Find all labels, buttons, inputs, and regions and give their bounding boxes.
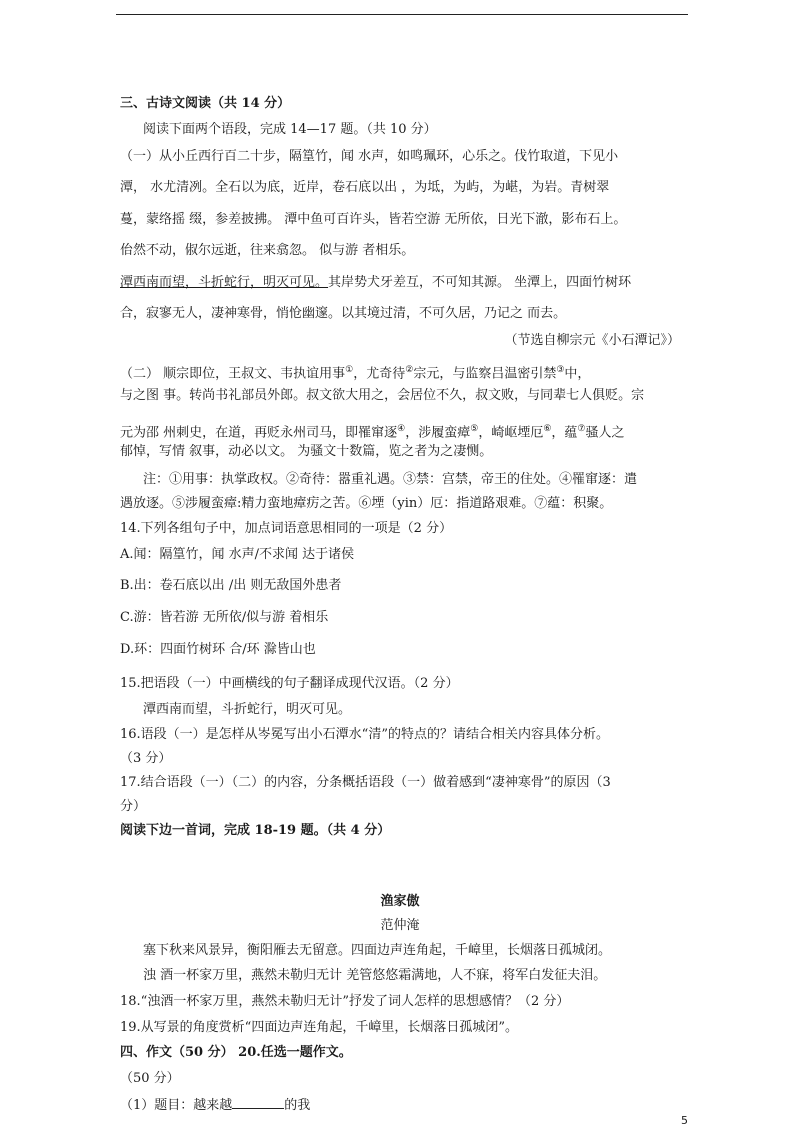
section4-heading: 四、作文（50 分） 20.任选一题作文。 — [120, 1045, 352, 1060]
passage1-source: （节选自柳宗元《小石潭记》） — [504, 333, 680, 348]
question-14: 14.下列各组句子中，加点词语意思相同的一项是（2 分） — [120, 521, 453, 536]
essay-topic-blank — [232, 1096, 284, 1109]
page-number: 5 — [681, 1114, 688, 1127]
question-16-points: （3 分） — [120, 751, 172, 766]
question-14-option-b: B.出：卷石底以出 /出 则无敌国外患者 — [120, 578, 342, 593]
passage2-line4: 郁悼，写情 叙事，动必以文。 为骚文十数篇，览之者为之凄恻。 — [120, 444, 493, 459]
passage1-line3: 蔓，蒙络摇 缀，参差披拂。 潭中鱼可百许头，皆若空游 无所依，日光下澈，影布石上。 — [120, 212, 627, 227]
section3-instruction: 阅读下面两个语段，完成 14—17 题。（共 10 分） — [143, 122, 437, 137]
section4-points: （50 分） — [120, 1071, 180, 1086]
passage2-line1: （二） 顺宗即位，王叔文、韦执谊用事①，尤奇待②宗元，与监察吕温密引禁③中， — [120, 365, 591, 382]
passage1-line1: （一）从小丘西行百二十步，隔篁竹，闻 水声，如鸣珮环，心乐之。伐竹取道，下见小 — [120, 149, 619, 164]
question-14-option-d: D.环：四面竹树环 合/环 滁皆山也 — [120, 642, 316, 657]
header-rule — [116, 14, 688, 15]
passage1-line5: 潭西南而望，斗折蛇行，明灭可见。其岸势犬牙差互，不可知其源。 坐潭上，四面竹树环 — [120, 275, 632, 290]
question-15: 15.把语段（一）中画横线的句子翻译成现代汉语。（2 分） — [120, 676, 459, 691]
essay-topic: （1）题目：越来越 的我 — [120, 1098, 311, 1113]
poem-intro: 阅读下边一首词，完成 18-19 题。（共 4 分） — [120, 823, 391, 838]
underlined-sentence: 潭西南而望，斗折蛇行，明灭可见。 — [120, 275, 329, 290]
question-14-option-a: A.闻：隔篁竹，闻 水声/不求闻 达于诸侯 — [120, 547, 355, 562]
passage1-line4: 佁然不动，俶尔远逝，往来翕忽。 似与游 者相乐。 — [120, 243, 415, 258]
question-18: 18.“浊酒一杯家万里，燕然未勒归无计”抒发了词人怎样的思想感情？（2 分） — [120, 994, 570, 1009]
passage1-line2: 潭， 水尤清冽。全石以为底，近岸，卷石底以出 ，为坻，为屿，为嵁，为岩。青树翠 — [120, 180, 610, 195]
question-17-points: 分） — [120, 799, 147, 814]
poem-line-1: 塞下秋来风景异，衡阳雁去无留意。四面边声连角起，千嶂里，长烟落日孤城闭。 — [143, 943, 612, 958]
passage2-note2: 遇放逐。⑤涉履蛮瘴:精力蛮地瘴疠之苦。⑥堙（yin）厄：指道路艰难。⑦蕴：积聚。 — [120, 496, 613, 511]
passage2-line2: 与之图 事。转尚书礼部员外郎。叔文欲大用之，会居位不久，叔文败，与同辈七人俱贬。宗 — [120, 388, 645, 403]
passage2-note1: 注：①用事：执掌政权。②奇待：嚣重礼遇。③禁：宫禁，帝王的住处。④罹窜逐：遣 — [143, 472, 638, 487]
question-17: 17.结合语段（一）（二）的内容，分条概括语段（一）做着感到“凄神寒骨”的原因（3 — [120, 775, 611, 790]
question-19: 19.从写景的角度赏析“四面边声连角起，千嶂里，长烟落日孤城闭”。 — [120, 1020, 518, 1035]
passage2-line3: 元为邵 州刺史，在道，再贬永州司马，即罹窜逐④，涉履蛮瘴⑤，崎岖堙厄⑥，蕴⑦骚人之 — [120, 424, 625, 441]
poem-line-2: 浊 酒一杯家万里，燕然未勒归无计 羌管悠悠霜满地，人不寐，将军白发征夫泪。 — [143, 968, 607, 983]
section3-heading: 三、古诗文阅读（共 14 分） — [120, 96, 291, 111]
poem-author: 范仲淹 — [380, 918, 420, 933]
question-16: 16.语段（一）是怎样从岑冕写出小石潭水“清”的特点的？请结合相关内容具体分析。 — [120, 727, 609, 742]
poem-title: 渔家傲 — [380, 894, 420, 909]
passage1-line6: 合，寂寥无人，凄神寒骨，悄怆幽邃。以其境过清，不可久居，乃记之 而去。 — [120, 306, 567, 321]
question-15-sentence: 潭西南而望，斗折蛇行，明灭可见。 — [143, 702, 352, 717]
question-14-option-c: C.游：皆若游 无所依/似与游 着相乐 — [120, 610, 329, 625]
